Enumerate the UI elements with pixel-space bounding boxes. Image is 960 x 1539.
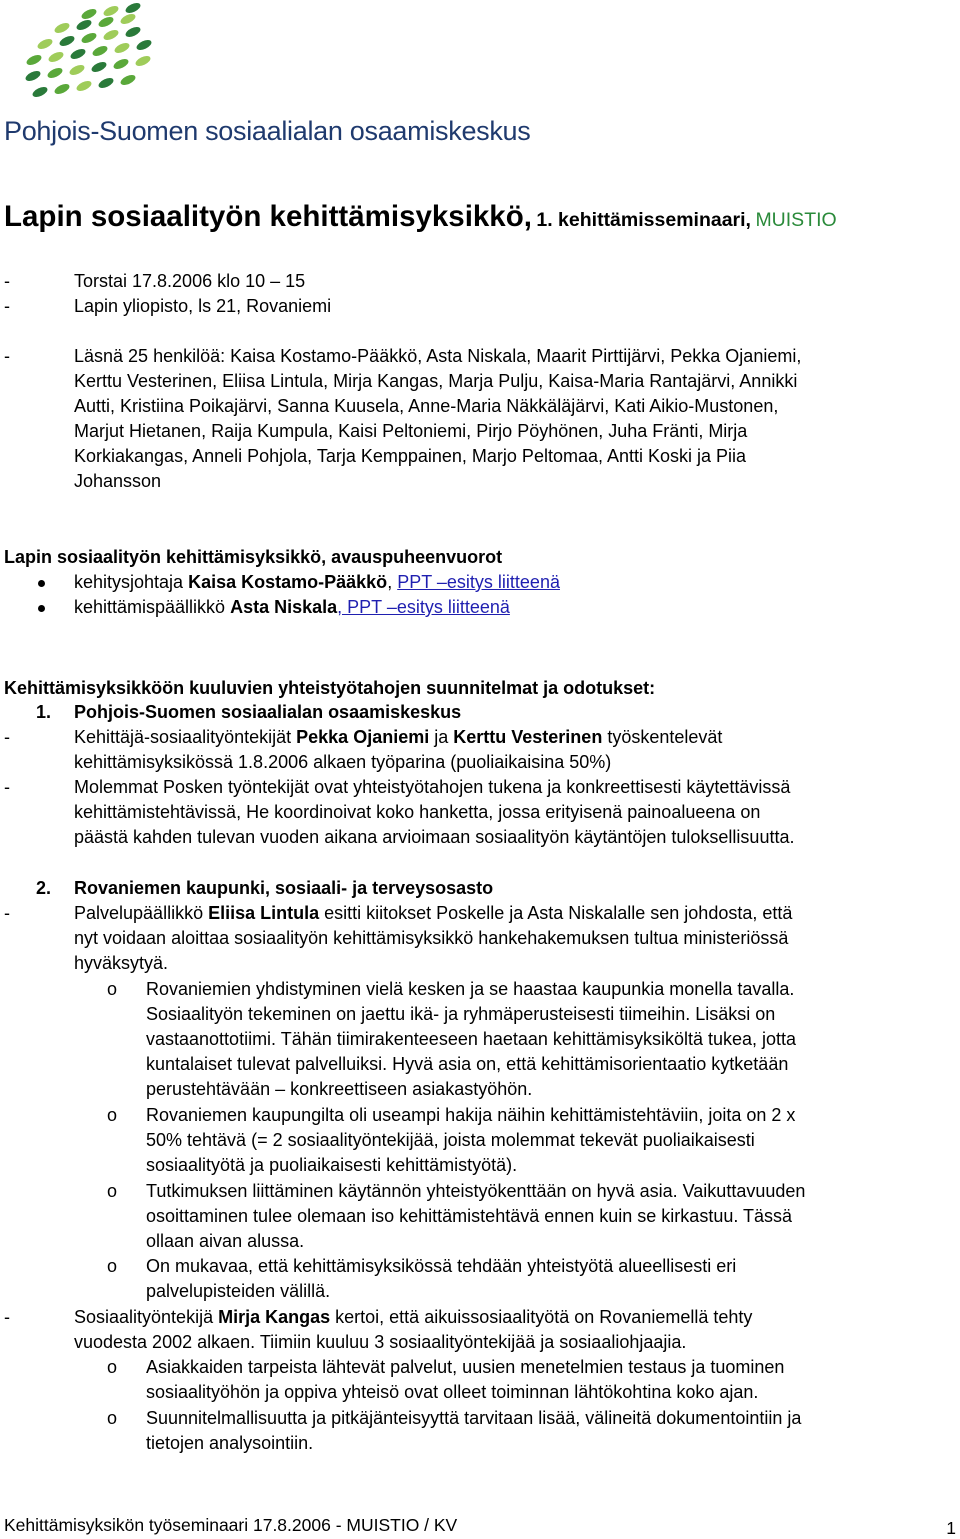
subitem-line: Rovaniemen kaupungilta oli useampi hakija näihin kehittämistehtäviin, joita on 2 x: [146, 1105, 796, 1125]
subitem-line: osoittaminen tulee olemaan iso kehittämistehtävä ennen kuin se kirkastuu. Tässä: [146, 1206, 793, 1226]
subitem-line: vastaanottotiimi. Tähän tiimirakenteeseen haetaan kehittämisyksiköltä tukea, jotta: [146, 1029, 797, 1049]
logo-leaf: [97, 15, 115, 29]
logo-leaf: [75, 79, 93, 93]
title-tag: MUISTIO: [755, 209, 837, 231]
subitem-line: Rovaniemien yhdistyminen vielä kesken ja se haastaa kaupunkia monella tavalla.: [146, 979, 795, 999]
org2-name: Rovaniemen kaupunki, sosiaali- ja terveysosasto: [74, 878, 494, 898]
logo-leaf: [53, 82, 71, 96]
org1-name: Pohjois-Suomen sosiaalialan osaamiskeskus: [74, 702, 462, 722]
logo-leaf: [24, 69, 42, 83]
subitem-line: Tutkimuksen liittäminen käytännön yhteistyökenttään on hyvä asia. Vaikuttavuuden: [146, 1181, 806, 1201]
subitem-line: Asiakkaiden tarpeista lähtevät palvelut, uusien menetelmien testaus ja tuominen: [146, 1357, 785, 1377]
logo-leaf: [112, 57, 130, 71]
logo-leaf: [53, 21, 71, 35]
role: kehittämispäällikkö: [74, 597, 226, 617]
org1-para2-line: Molemmat Posken työntekijät ovat yhteistyötahojen tukena ja konkreettisesti käytettävissä: [74, 777, 791, 797]
logo-leaf: [58, 34, 76, 48]
subitem-line: On mukavaa, että kehittämisyksikössä tehdään yhteistyötä alueellisesti eri: [146, 1256, 737, 1276]
bullet-dash: -: [4, 1307, 10, 1327]
subitem-line: perustehtävään – konkreettiseen asiakastyöhön.: [146, 1079, 533, 1099]
logo-leaf: [135, 38, 153, 52]
logo-leaf: [69, 47, 87, 61]
org2-para1-line: nyt voidaan aloittaa sosiaalityön kehittämisyksikkö hankehakemuksen tultua ministeriössä: [74, 928, 789, 948]
subitem-line: Suunnitelmallisuutta ja pitkäjänteisyyttä tarvitaan lisää, välineitä dokumentointiin ja: [146, 1408, 802, 1428]
org1-para1: Kehittäjä-sosiaalityöntekijät Pekka Ojaniemi ja Kerttu Vesterinen työskentelevät: [74, 727, 723, 747]
title-main: Lapin sosiaalityön kehittämisyksikkö,: [4, 200, 532, 233]
subitem-line: 50% tehtävä (= 2 sosiaalityöntekijää, joista molemmat tekevät puoliaikaisesti: [146, 1130, 755, 1150]
attendees-line: Autti, Kristiina Poikajärvi, Sanna Kuusela, Anne-Maria Näkkäläjärvi, Kati Aikio-Mustonen,: [74, 396, 779, 416]
bullet-dash: -: [4, 903, 10, 923]
org1-para1-line: kehittämisyksikössä 1.8.2006 alkaen työparina (puoliaikaisina 50%): [74, 752, 612, 772]
logo-leaf: [80, 31, 98, 45]
subitem-line: sosiaalityötä ja puoliaikaisesti kehittämistyötä).: [146, 1155, 518, 1175]
bullet-circle: o: [107, 1408, 118, 1428]
bullet-dash: -: [4, 296, 10, 316]
leaf-pattern-icon: [0, 0, 440, 112]
org1-number: 1.: [36, 702, 52, 722]
logo-leaf: [36, 37, 54, 51]
bullet-dot: [38, 605, 45, 612]
org1-para2-line: päästä kahden tulevan vuoden aikana arvioimaan sosiaalityön käytäntöjen tuloksellisuutta.: [74, 827, 795, 847]
logo-leaf: [102, 28, 120, 42]
title-sub: 1. kehittämisseminaari,: [536, 209, 751, 231]
opening-item: kehitysjohtaja Kaisa Kostamo-Pääkkö, PPT –esitys liitteenä: [74, 572, 560, 592]
attachment-link[interactable]: , PPT –esitys liitteenä: [337, 597, 510, 617]
section-heading: Kehittämisyksikköön kuuluvien yhteistyötahojen suunnitelmat ja odotukset:: [4, 678, 656, 698]
attendees-line: Kerttu Vesterinen, Eliisa Lintula, Mirja Kangas, Marja Pulju, Kaisa-Maria Rantajärvi, Annikki: [74, 371, 798, 391]
org-name: Pohjois-Suomen sosiaalialan osaamiskeskus: [4, 116, 531, 146]
logo-leaf: [113, 41, 131, 55]
bullet-circle: o: [107, 1357, 118, 1377]
logo-leaf: [124, 25, 142, 39]
bullet-dot: [38, 580, 45, 587]
meeting-date: Torstai 17.8.2006 klo 10 – 15: [74, 271, 306, 291]
bullet-dash: -: [4, 346, 10, 366]
bullet-circle: o: [107, 1256, 118, 1276]
logo-leaf: [91, 44, 109, 58]
org2-number: 2.: [36, 878, 52, 898]
bullet-circle: o: [107, 1105, 118, 1125]
logo-leaf: [25, 53, 43, 67]
document-title: [4, 200, 837, 234]
role: kehitysjohtaja: [74, 572, 184, 592]
logo-leaf: [90, 60, 108, 74]
org-logo: [0, 0, 531, 150]
attendees-line: Marjut Hietanen, Raija Kumpula, Kaisi Peltoniemi, Pirjo Pöyhönen, Juha Fränti, Mirja: [74, 421, 748, 441]
bullet-circle: o: [107, 979, 118, 999]
bullet-dash: -: [4, 271, 10, 291]
subitem-line: kuntalaiset tulevat palvelluiksi. Hyvä asia on, että kehittämisorientaatio kytketään: [146, 1054, 789, 1074]
bullet-dash: -: [4, 727, 10, 747]
org2-para2: Sosiaalityöntekijä Mirja Kangas kertoi, että aikuissosiaalityötä on Rovaniemellä tehty: [74, 1307, 753, 1327]
logo-leaf: [119, 73, 137, 87]
org2-para1-line: hyväksytyä.: [74, 953, 169, 973]
logo-leaf: [80, 7, 98, 21]
subitem-line: sosiaalityöhön ja oppiva yhteisö ovat olleet toiminnan lähtökohtina koko ajan.: [146, 1382, 759, 1402]
logo-leaf: [102, 4, 120, 18]
attendees-line: Korkiakangas, Anneli Pohjola, Tarja Kemppainen, Marjo Peltomaa, Antti Koski ja Piia: [74, 446, 747, 466]
logo-leaf: [75, 18, 93, 32]
attendees-line: Johansson: [74, 471, 162, 491]
attachment-link[interactable]: PPT –esitys liitteenä: [397, 572, 560, 592]
logo-leaf: [47, 50, 65, 64]
speaker-name: Kaisa Kostamo-Pääkkö: [188, 572, 388, 592]
footer-text: Kehittämisyksikön työseminaari 17.8.2006 - MUISTIO / KV: [4, 1515, 458, 1535]
subitem-line: tietojen analysointiin.: [146, 1433, 314, 1453]
logo-leaf: [68, 63, 86, 77]
org2-para1: Palvelupäällikkö Eliisa Lintula esitti kiitokset Poskelle ja Asta Niskalalle sen johdosta, että: [74, 903, 793, 923]
subitem-line: ollaan aivan alussa.: [146, 1231, 305, 1251]
org1-para2-line: kehittämistehtävissä, He koordinoivat koko hanketta, jossa erityisenä painoalueena on: [74, 802, 761, 822]
bullet-dash: -: [4, 777, 10, 797]
meeting-place: Lapin yliopisto, ls 21, Rovaniemi: [74, 296, 332, 316]
logo-leaf: [31, 85, 49, 99]
opening-item: [74, 595, 510, 620]
attendees-line: Läsnä 25 henkilöä: Kaisa Kostamo-Pääkkö, Asta Niskala, Maarit Pirttijärvi, Pekka Ojaniemi,: [74, 346, 802, 366]
logo-leaf: [97, 76, 115, 90]
subitem-line: palvelupisteiden välillä.: [146, 1281, 331, 1301]
logo-leaf: [119, 12, 137, 26]
logo-leaf: [124, 1, 142, 15]
page-number: 1: [946, 1518, 956, 1538]
bullet-circle: o: [107, 1181, 118, 1201]
logo-leaf: [134, 54, 152, 68]
org2-para2-line: vuodesta 2002 alkaen. Tiimiin kuuluu 3 sosiaalityöntekijää ja sosiaaliohjaajia.: [74, 1332, 687, 1352]
openings-heading: Lapin sosiaalityön kehittämisyksikkö, avauspuheenvuorot: [4, 547, 503, 567]
subitem-line: Sosiaalityön tekeminen on jaettu ikä- ja ryhmäperusteisesti tiimeihin. Lisäksi on: [146, 1004, 776, 1024]
speaker-name: Asta Niskala: [230, 597, 338, 617]
logo-leaf: [46, 66, 64, 80]
